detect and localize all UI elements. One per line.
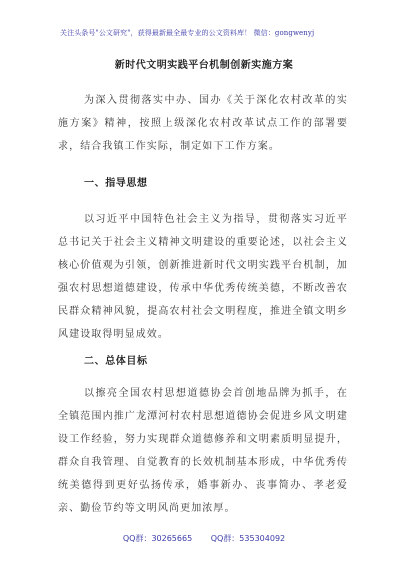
intro-paragraph: 为深入贯彻落实中办、国办《关于深化农村改革的实施方案》精神，按照上级深化农村改革试点工作的部署要求，结合我镇工作实际，制定如下工作方案。 bbox=[58, 95, 348, 152]
section-body-guiding-ideology: 以习近平中国特色社会主义为指导，贯彻落实习近平总书记关于社会主义精神文明建设的重要论述，以社会主义核心价值观为引领，创新推进新时代文明实践平台机制，加强农村思想道德建设，传承中华优秀传统美德，不断改善农民群众精神风貌，提高农村社会文明程度，推进全镇文明乡风建设取得明显成效。 bbox=[58, 214, 348, 340]
qq-group-2: QQ群：535304092 bbox=[210, 534, 286, 543]
section-heading-overall-goals: 二、总体目标 bbox=[84, 356, 148, 367]
section-body-overall-goals: 以擦亮全国农村思想道德协会首创地品牌为抓手，在全镇范围内推广龙潭河村农村思想道德协会促进乡风文明建设工作经验，努力实现群众道德修养和文明素质明显提升，群众自我管理、自觉教育的长效机制基本形成，中华优秀传统美德得到更好弘扬传承，婚事新办、丧事简办、孝老爱亲、勤俭节约等文明风尚更加浓厚。 bbox=[58, 388, 348, 514]
section-heading-guiding-ideology: 一、指导思想 bbox=[84, 178, 148, 189]
qq-group-1: QQ群：30265665 bbox=[122, 534, 193, 543]
footer-contact bbox=[0, 533, 408, 544]
document-title: 新时代文明实践平台机制创新实施方案 bbox=[114, 60, 294, 71]
promo-banner: 关注头条号"公文研究"，获得最新最全最专业的公文资料库！ 微信：gongwenyj bbox=[60, 29, 315, 37]
